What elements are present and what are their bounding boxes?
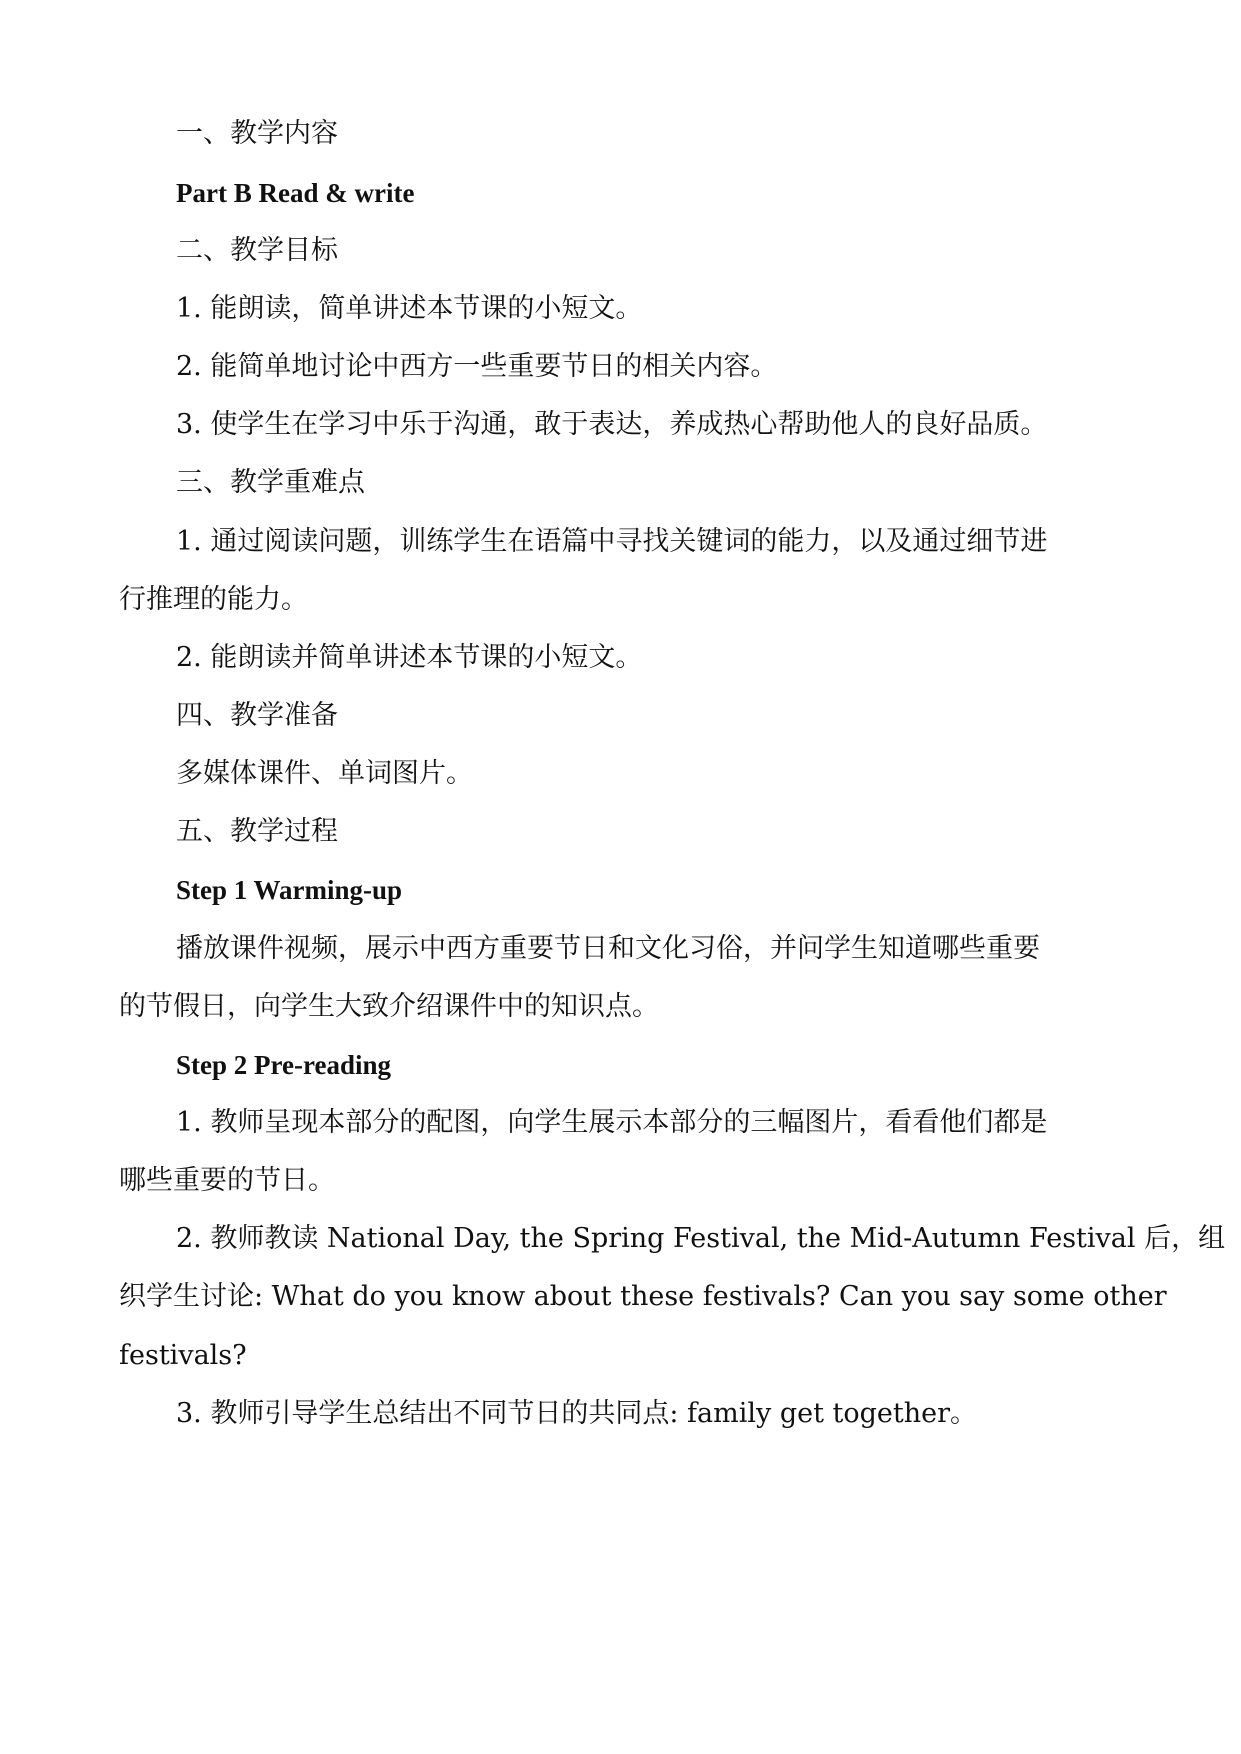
- objective-item-2: 2. 能简单地讨论中西方一些重要节日的相关内容。: [176, 351, 778, 382]
- section-heading-process: 五、教学过程: [176, 816, 338, 847]
- section-heading-key-points: 三、教学重难点: [176, 467, 365, 498]
- step-2-item-2: 2. 教师教读 National Day, the Spring Festival, the Mid-Autumn Festival 后，组: [176, 1223, 1226, 1254]
- preparation-text: 多媒体课件、单词图片。: [176, 758, 473, 789]
- objective-item-3: 3. 使学生在学习中乐于沟通，敢于表达，养成热心帮助他人的良好品质。: [176, 409, 1048, 440]
- step-2-item-1-continued: 哪些重要的节日。: [119, 1165, 335, 1196]
- step-1-title: Step 1 Warming-up: [176, 875, 403, 905]
- section-heading-preparation: 四、教学准备: [176, 700, 338, 731]
- step-2-item-3: 3. 教师引导学生总结出不同节日的共同点: family get together。: [176, 1398, 978, 1429]
- step-1-paragraph: 播放课件视频，展示中西方重要节日和文化习俗，并问学生知道哪些重要: [176, 933, 1040, 964]
- section-heading-objectives: 二、教学目标: [176, 235, 338, 266]
- key-point-item-1-continued: 行推理的能力。: [119, 584, 308, 615]
- step-2-item-1: 1. 教师呈现本部分的配图，向学生展示本部分的三幅图片，看看他们都是: [176, 1107, 1048, 1138]
- step-2-item-2-ending: festivals?: [119, 1340, 247, 1371]
- step-1-paragraph-continued: 的节假日，向学生大致介绍课件中的知识点。: [119, 991, 659, 1022]
- part-title: Part B Read & write: [176, 178, 415, 208]
- key-point-item-1: 1. 通过阅读问题，训练学生在语篇中寻找关键词的能力，以及通过细节进: [176, 526, 1048, 557]
- key-point-item-2: 2. 能朗读并简单讲述本节课的小短文。: [176, 642, 643, 673]
- step-2-item-2-continued: 织学生讨论: What do you know about these festivals? Can you say some other: [119, 1281, 1167, 1312]
- section-heading-content: 一、教学内容: [176, 118, 338, 149]
- step-2-title: Step 2 Pre-reading: [176, 1050, 391, 1080]
- objective-item-1: 1. 能朗读，简单讲述本节课的小短文。: [176, 293, 643, 324]
